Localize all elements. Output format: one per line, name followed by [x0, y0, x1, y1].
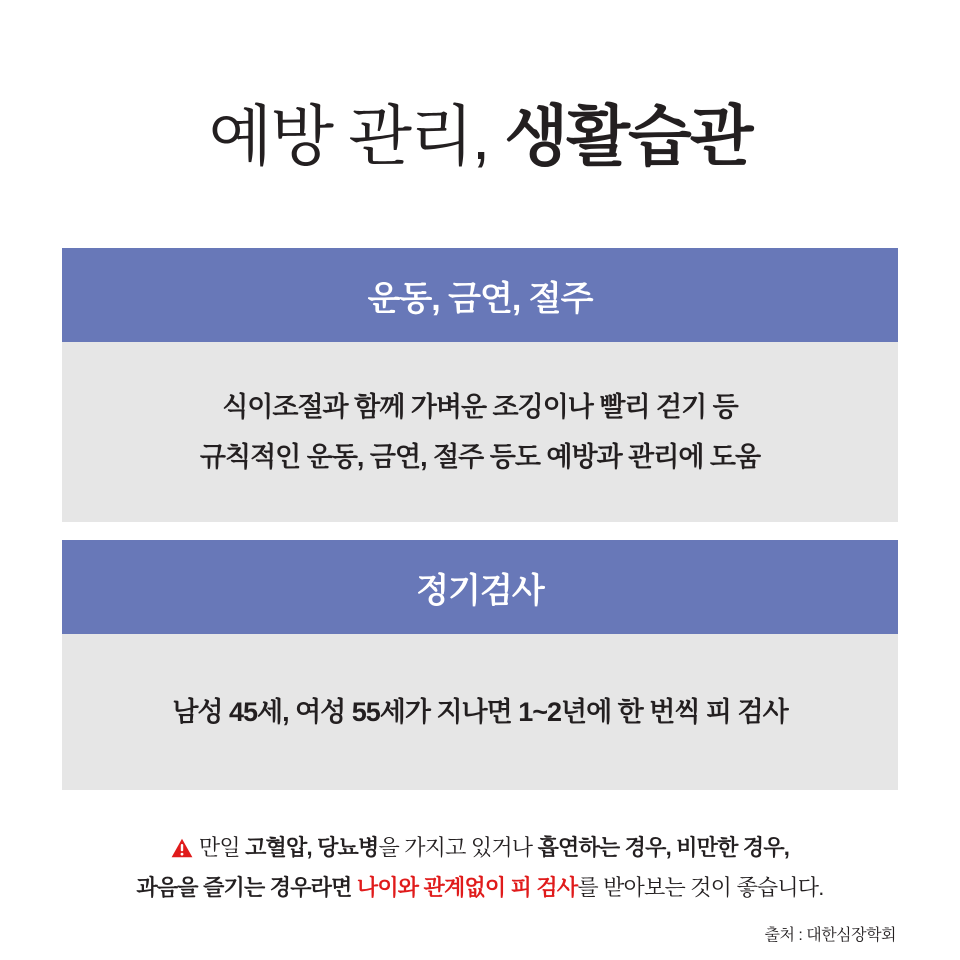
section-exercise-body [62, 342, 898, 522]
section-checkup-body [62, 634, 898, 790]
page-title-bold: 생활습관 [504, 99, 752, 173]
footer-note-2a: 과음을 즐기는 경우라면 [136, 875, 357, 900]
footer-note-highlight: 나이와 관계없이 피 검사 [356, 875, 578, 900]
source-credit: 출처 : 대한심장학회 [764, 927, 896, 944]
footer-note-1d: 흡연하는 경우, 비만한 경우, [537, 835, 790, 860]
footer-note-1c: 을 가지고 있거나 [378, 835, 538, 860]
footer-note-1b: 고혈압, 당뇨병 [245, 835, 379, 860]
section-exercise [62, 248, 898, 522]
section-checkup-line-1: 남성 45세, 여성 55세가 지나면 1~2년에 한 번씩 피 검사 [172, 697, 788, 727]
section-exercise-line-2: 규칙적인 운동, 금연, 절주 등도 예방과 관리에 도움 [199, 442, 761, 472]
page-title-light: 예방 관리, [208, 99, 489, 173]
footer-note-line-1 [0, 828, 960, 868]
warning-icon [171, 838, 193, 858]
section-checkup [62, 540, 898, 790]
footer-note-1a: 만일 [198, 835, 246, 860]
section-exercise-heading: 운동, 금연, 절주 [62, 248, 898, 342]
section-checkup-heading: 정기검사 [62, 540, 898, 634]
footer-note [0, 828, 960, 908]
section-exercise-line-1: 식이조절과 함께 가벼운 조깅이나 빨리 걷기 등 [222, 392, 738, 422]
footer-note-line-2 [0, 868, 960, 908]
page-title [0, 96, 960, 176]
footer-note-2c: 를 받아보는 것이 좋습니다. [577, 875, 824, 900]
